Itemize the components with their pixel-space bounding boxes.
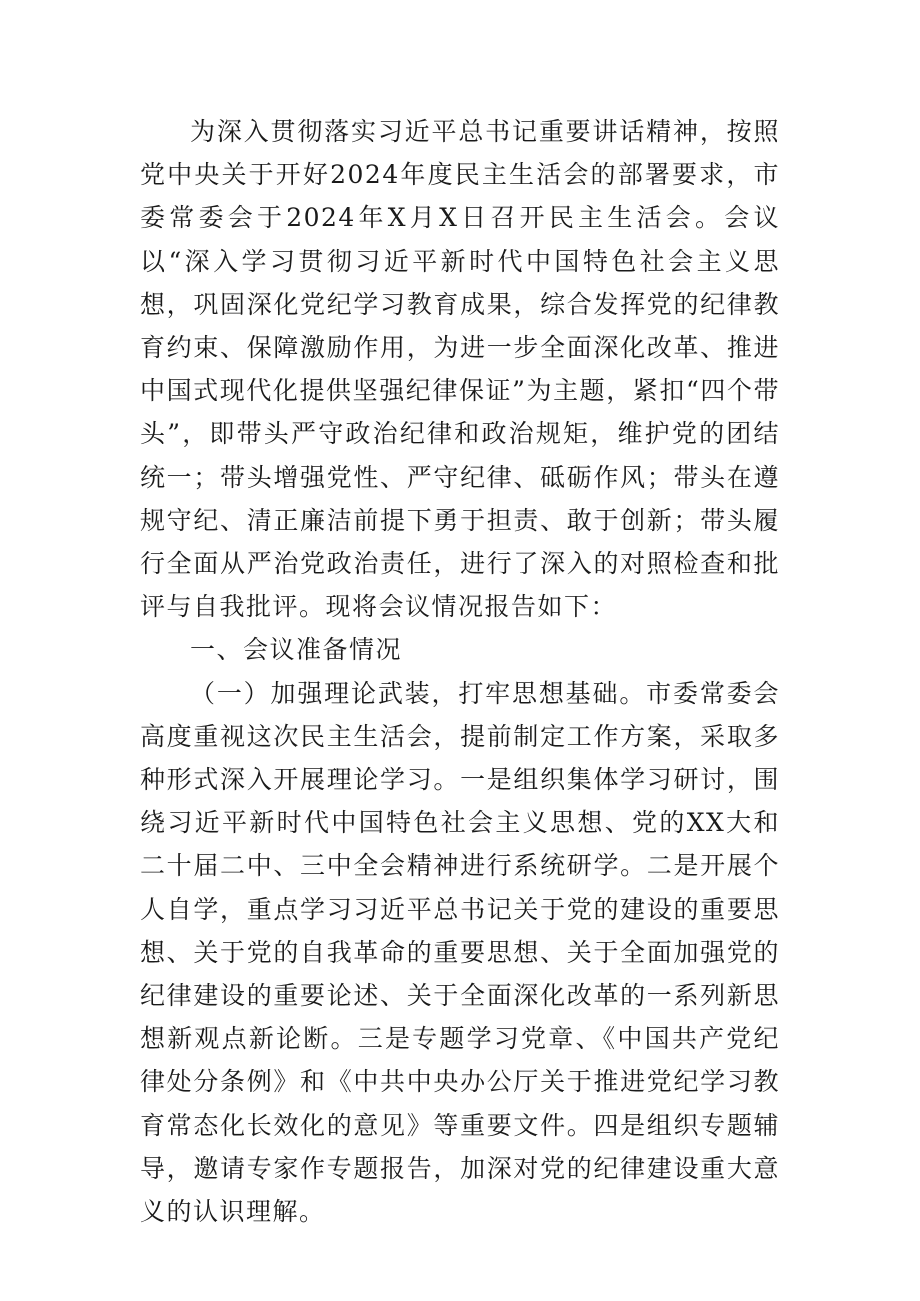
section-heading: 一、会议准备情况 bbox=[190, 635, 403, 665]
intro-paragraph: 为深入贯彻落实习近平总书记重要讲话精神，按照党中央关于开好2024年度民主生活会的部署要求，市委常委会于2024年X月X日召开民主生活会。会议以“深入学习贯彻习近平新时代中国特色社会主义思想，巩固深化党纪学习教育成果，综合发挥党的纪律教育约束、保障激励作用，为进一步全面深化改革、推进中国式现代化提供坚强纪律保证”为主题，紧扣“四个带头”，即带头严守政治纪律和政治规矩，维护党的团结统一；带头增强党性、严守纪律、砥砺作风；带头在遵规守纪、清正廉洁前提下勇于担责、敢于创新；带头履行全面从严治党政治责任，进行了深入的对照检查和批评与自我批评。现将会议情况报告如下： bbox=[140, 117, 780, 622]
body-paragraph: （一）加强理论武装，打牢思想基础。市委常委会高度重视这次民主生活会，提前制定工作方案，采取多种形式深入开展理论学习。一是组织集体学习研讨，围绕习近平新时代中国特色社会主义思想、党的XX大和二十届二中、三中全会精神进行系统研学。二是开展个人自学，重点学习习近平总书记关于党的建设的重要思想、关于党的自我革命的重要思想、关于全面加强党的纪律建设的重要论述、关于全面深化改革的一系列新思想新观点新论断。三是专题学习党章、《中国共产党纪律处分条例》和《中共中央办公厅关于推进党纪学习教育常态化长效化的意见》等重要文件。四是组织专题辅导，邀请专家作专题报告，加深对党的纪律建设重大意义的认识理解。 bbox=[140, 678, 780, 1227]
document-body bbox=[140, 110, 780, 1233]
